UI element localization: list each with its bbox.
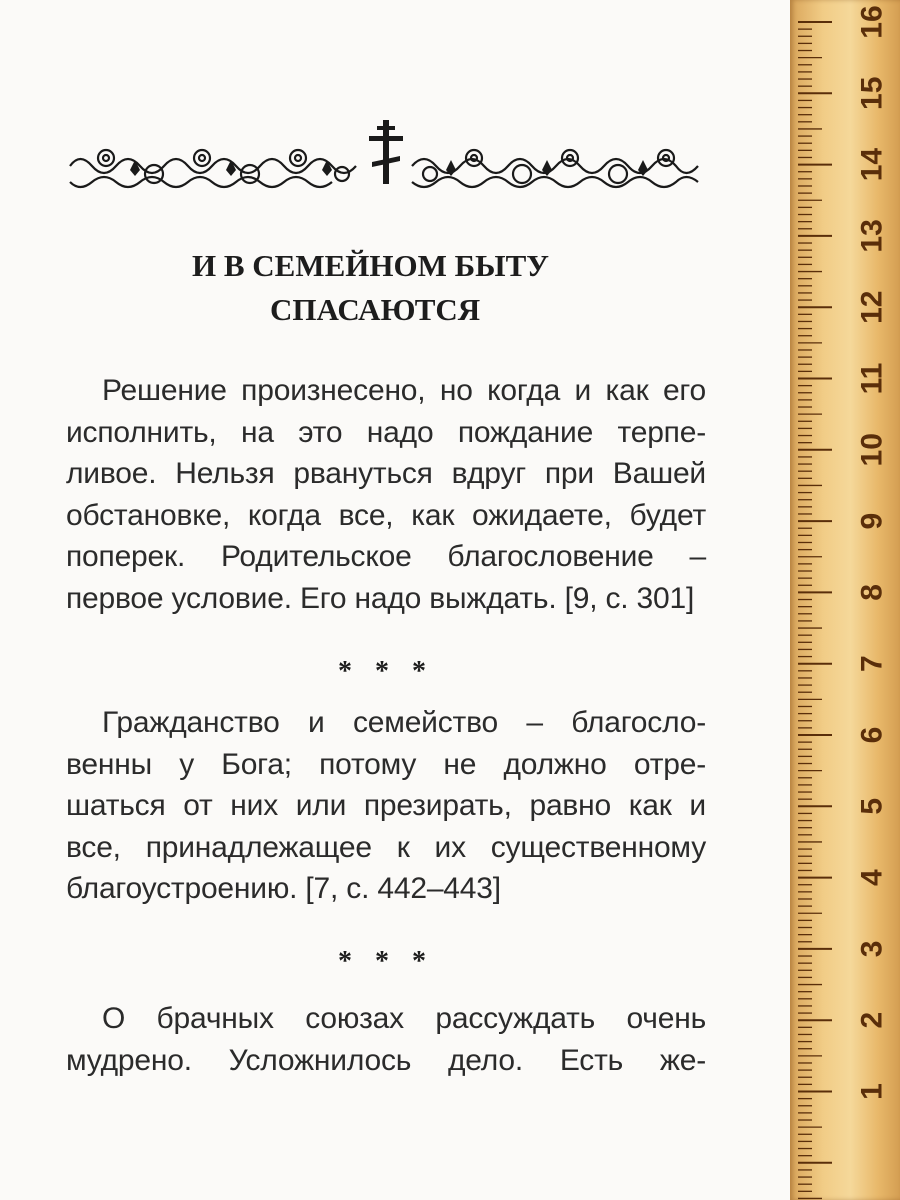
text-line: Гражданство и семейство – благосло-: [102, 706, 706, 739]
text-line: мудрено. Усложнилось дело. Есть же-: [66, 1043, 706, 1077]
text-line: первое условие. Его надо выждать. [9, с. 301]: [66, 581, 695, 615]
ruler-label: 12: [855, 290, 889, 324]
ruler-label: 15: [855, 76, 889, 110]
section-separator: * * *: [338, 946, 434, 977]
ruler-label: 6: [855, 726, 889, 744]
ruler-label: 16: [855, 5, 889, 39]
ruler-label: 1: [855, 1083, 889, 1100]
heading-line-2: СПАСАЮТСЯ: [270, 292, 481, 327]
text-line: Решение произнесено, но когда и как его: [102, 374, 706, 407]
text-line: поперек. Родительское благословение –: [66, 540, 706, 573]
text-line: шаться от них или презирать, равно как и: [66, 789, 706, 822]
orthodox-cross-icon: [369, 120, 403, 184]
ruler-label: 2: [855, 1011, 889, 1029]
ruler-label: 5: [855, 797, 889, 815]
ruler-label: 10: [855, 433, 889, 467]
ruler-label: 14: [855, 147, 889, 182]
ruler-label: 8: [855, 584, 889, 601]
ruler-label: 9: [855, 512, 889, 530]
paragraph-3: [66, 998, 706, 1081]
paragraph-1: [66, 370, 706, 619]
ruler-label: 4: [855, 869, 889, 886]
ruler-label: 11: [855, 362, 889, 395]
ruler-scale: [790, 0, 900, 1200]
text-line: все, принадлежащее к их существенному: [66, 830, 706, 864]
text-line: ливое. Нельзя рвануться вдруг при Вашей: [66, 457, 706, 490]
measuring-ruler: [790, 0, 900, 1200]
text-line: венны у Бога; потому не должно отре-: [66, 747, 706, 781]
text-line: обстановке, когда все, как ожидаете, будет: [66, 498, 706, 532]
text-line: О брачных союзах рассуждать очень: [102, 1002, 706, 1035]
ruler-label: 3: [855, 940, 889, 958]
paragraph-2: [66, 702, 706, 910]
ornamental-header-icon: [66, 118, 706, 200]
text-line: благоустроению. [7, с. 442–443]: [66, 872, 501, 905]
ruler-label: 13: [855, 219, 889, 253]
chapter-heading: [66, 244, 706, 332]
text-line: исполнить, на это надо пождание терпе-: [66, 415, 706, 449]
heading-line-1: И В СЕМЕЙНОМ БЫТУ: [192, 248, 549, 283]
section-separator: * * *: [338, 656, 434, 687]
ruler-label: 7: [855, 655, 889, 673]
